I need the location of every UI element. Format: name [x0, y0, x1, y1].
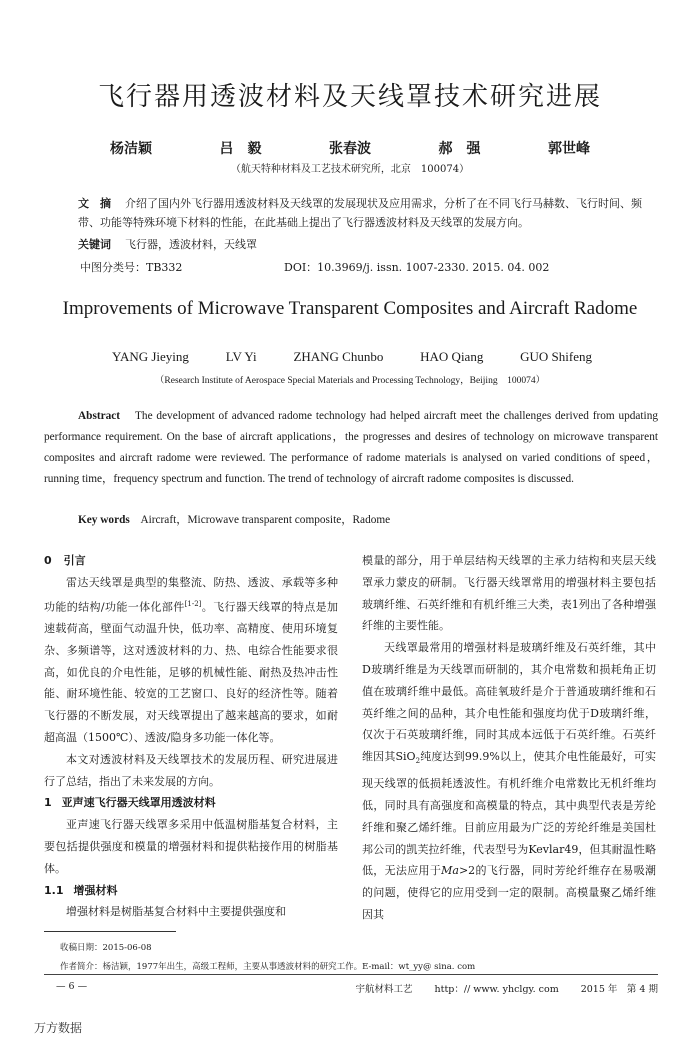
body-column-left	[44, 550, 338, 923]
footnote-divider	[44, 931, 176, 932]
page-number: — 6 —	[56, 981, 88, 992]
keywords-text-zh: 飞行器，透波材料，天线罩	[125, 238, 257, 251]
keywords-label-zh: 关键词	[78, 238, 111, 251]
journal-issue: 2015 年 第 4 期	[580, 984, 658, 995]
keywords-en	[78, 511, 658, 527]
affiliation-en: （Research Institute of Aerospace Special Materials and Processing Technology，Beijing 100074）	[154, 376, 546, 386]
citation: [1-2]	[184, 599, 202, 608]
section-heading: 0 引言	[44, 554, 86, 567]
author-bio: 作者简介：杨洁颖，1977年出生，高级工程师，主要从事透波材料的研究工作。E-mail：wt_yy@ sina. com	[60, 962, 476, 972]
author-name-en: HAO Qiang	[420, 349, 484, 364]
abstract-text-zh: 介绍了国内外飞行器用透波材料及天线罩的发展现状及应用需求，分析了在不同飞行马赫数、飞行时间、频带、功能等特殊环境下材料的性能，在此基础上提出了飞行器透波材料及天线罩的发展方向。	[78, 197, 642, 229]
paragraph: 本文对透波材料及天线罩技术的发展历程、研究进展进行了总结，指出了未来发展的方向。	[44, 752, 338, 788]
section-heading: 1 亚声速飞行器天线罩用透波材料	[44, 796, 216, 810]
author-name-en: ZHANG Chunbo	[293, 349, 384, 364]
keywords-zh	[78, 235, 658, 254]
paragraph: 亚声速飞行器天线罩多采用中低温树脂基复合材料，主要包括提供强度和模量的增强材料和提供粘接作用的树脂基体。	[44, 818, 338, 875]
paragraph: 雷达天线罩是典型的集整流、防热、透波、承载等多种功能的结构/功能一体化部件[1-2]。飞行器天线罩的特点是加速载荷高，壁面气动温升快，低功率、高精度、使用环境复杂、多频谱等，这对透波材料的力、热、电综合性能要求很高，如优良的介电性能，足够的机械性能、耐热及热冲击性能、耐环境性能、较宽的工艺窗口、良好的经济性等。随着飞行器的不断发展，对天线罩提出了越来越高的要求，如耐超高温（1500℃）、透波/隐身多功能一体化等。	[44, 575, 338, 745]
journal-url: http：// www. yhclgy. com	[434, 984, 559, 995]
paragraph: 天线罩最常用的增强材料是玻璃纤维及石英纤维，其中D玻璃纤维是为天线罩而研制的，其介电常数和损耗角正切值在玻璃纤维中最低。高硅氧玻纤是介于普通玻璃纤维和石英纤维之间的品种，其介电性能和强度均优于D玻璃纤维，仅次于石英玻璃纤维，同时其成本远低于石英纤维。石英纤维因其SiO$_2$纯度达到99.9%以上，使其介电性能最好，可实现天线罩的低损耗透波性。有机纤维介电常数比无机纤维均低，同时具有高强度和高模量的特点，其中典型代表是芳纶纤维和聚乙烯纤维。目前应用最为广泛的芳纶纤维是美国杜邦公司的凯芙拉纤维，代表型号为Kevlar49，但其耐温性略低，无法应用于Ma>2的飞行器，同时芳纶纤维存在易吸潮的问题，使得它的应用受到一定的限制。高模量聚乙烯纤维因其	[362, 641, 657, 921]
author-name: 张春波	[329, 141, 371, 157]
author-name: 杨洁颖	[110, 141, 152, 157]
footer-divider	[44, 974, 658, 975]
author-name: 郝 强	[438, 141, 481, 157]
classification-line	[80, 259, 660, 275]
author-name-en: LV Yi	[225, 349, 257, 364]
watermark: 万方数据	[34, 1021, 83, 1035]
abstract-en	[44, 406, 658, 490]
affiliation-zh: （航天特种材料及工艺技术研究所，北京 100074）	[230, 164, 470, 175]
author-name-en: GUO Shifeng	[520, 349, 592, 364]
paper-title-zh: 飞行器用透波材料及天线罩技术研究进展	[97, 82, 602, 112]
author-list-en	[112, 349, 592, 365]
subsection-heading: 1.1 增强材料	[44, 883, 118, 897]
received-date: 收稿日期：2015-06-08	[60, 943, 152, 953]
doi: DOI：10.3969/j. issn. 1007-2330. 2015. 04. 002	[284, 261, 550, 274]
author-list-zh	[110, 138, 590, 158]
paragraph-continued: 模量的部分，用于单层结构天线罩的主承力结构和夹层天线罩承力蒙皮的研制。飞行器天线罩常用的增强材料主要包括玻璃纤维、石英纤维和有机纤维三大类，表1列出了各种增强纤维的主要性能。	[362, 554, 656, 633]
journal-name: 宇航材料工艺	[355, 984, 413, 995]
abstract-text-en: The development of advanced radome technology had helped aircraft meet the challenges derived from updating performance requirement. On the base of aircraft applications，the progresses and desires of technology on microwave transparent composites and aircraft radome were reviewed. The performance of radome materials is analysed on varied conditions of speed，running time，frequency spectrum and function. The trend of technology of aircraft radome composites is discussed.	[44, 410, 658, 485]
abstract-label-zh: 文 摘	[78, 197, 111, 210]
paragraph: 增强材料是树脂基复合材料中主要提供强度和	[66, 905, 286, 919]
paper-title-en: Improvements of Microwave Transparent Composites and Aircraft Radome	[62, 298, 638, 319]
clc-number: 中图分类号：TB332	[80, 261, 183, 274]
abstract-zh	[78, 194, 658, 232]
keywords-text-en: Aircraft，Microwave transparent composite，Radome	[140, 514, 391, 526]
footnote	[60, 939, 660, 977]
author-name-en: YANG Jieying	[112, 349, 189, 364]
author-name: 郭世峰	[548, 141, 590, 157]
keywords-label-en: Key words	[78, 514, 130, 526]
abstract-label-en: Abstract	[78, 410, 121, 422]
author-name: 吕 毅	[219, 141, 262, 157]
body-column-right	[362, 550, 656, 926]
